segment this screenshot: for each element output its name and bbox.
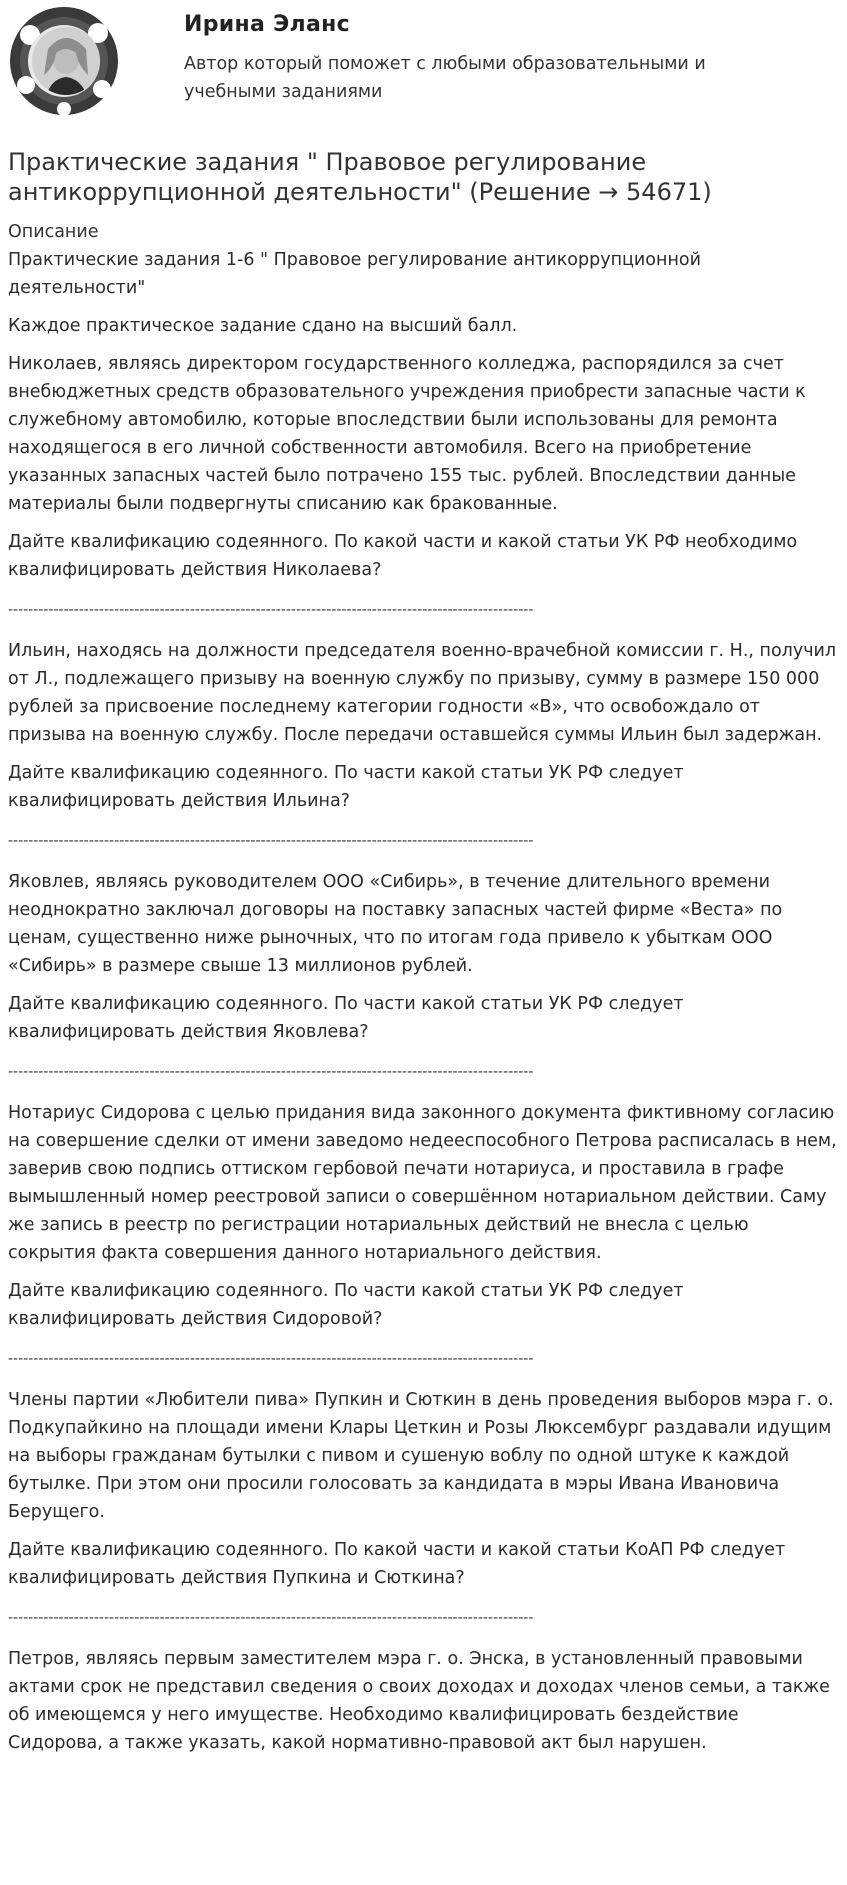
author-header [0, 0, 847, 130]
note: Каждое практическое задание сдано на высший балл. [8, 316, 518, 336]
author-avatar[interactable] [8, 5, 121, 118]
task-question: Дайте квалификацию содеянного. По части какой статьи УК РФ следует квалифицировать действия Ильина? [8, 763, 684, 811]
task-text: Яковлев, являясь руководителем ООО «Сибирь», в течение длительного времени неоднократно заключал договоры на поставку запасных частей фирме «Веста» по ценам, существенно ниже рыночных, что по итогам года привело к убыткам ООО «Сибирь» в размере свыше 13 миллионов рублей. [8, 872, 783, 976]
separator: -------------------------------------------------------------------------------------------------------- [8, 1064, 534, 1080]
separator: -------------------------------------------------------------------------------------------------------- [8, 1610, 534, 1626]
film-reel-avatar-icon [8, 5, 121, 118]
page-title: Практические задания " Правовое регулирование антикоррупционной деятельности" (Решение → 54671) [8, 148, 712, 206]
separator: -------------------------------------------------------------------------------------------------------- [8, 833, 534, 849]
article [8, 147, 838, 1767]
separator: -------------------------------------------------------------------------------------------------------- [8, 602, 534, 618]
task-question: Дайте квалификацию содеянного. По части какой статьи УК РФ следует квалифицировать действия Яковлева? [8, 994, 684, 1042]
subtitle: Практические задания 1-6 " Правовое регулирование антикоррупционной деятельности" [8, 250, 701, 298]
task-text: Члены партии «Любители пива» Пупкин и Сюткин в день проведения выборов мэра г. о. Подкупайкино на площади имени Клары Цеткин и Розы Люксембург раздавали идущим на выборы гражданам бутылки с пивом и сушеную воблу по одной штуке к каждой бутылке. При этом они просили голосовать за кандидата в мэры Ивана Ивановича Берущего. [8, 1390, 834, 1522]
task-question: Дайте квалификацию содеянного. По какой части и какой статьи УК РФ необходимо квалифицировать действия Николаева? [8, 532, 798, 580]
task-text: Петров, являясь первым заместителем мэра г. о. Энска, в установленный правовыми актами срок не представил сведения о своих доходах и доходах членов семьи, а также об имеющемся у него имуществе. Необходимо квалифицировать бездействие Сидорова, а также указать, какой нормативно-правовой акт был нарушен. [8, 1649, 830, 1753]
author-description: Автор который поможет с любыми образовательными и учебными заданиями [184, 54, 706, 102]
task-question: Дайте квалификацию содеянного. По какой части и какой статьи КоАП РФ следует квалифицировать действия Пупкина и Сюткина? [8, 1540, 786, 1588]
separator: -------------------------------------------------------------------------------------------------------- [8, 1351, 534, 1367]
task-text: Нотариус Сидорова с целью придания вида законного документа фиктивному согласию на совершение сделки от имени заведомо недееспособного Петрова расписалась в нем, заверив свою подпись оттиском гербовой печати нотариуса, и проставила в графе вымышленный номер реестровой записи о совершённом нотариальном действии. Саму же запись в реестр по регистрации нотариальных действий не внесла с целью сокрытия факта совершения данного нотариального действия. [8, 1103, 837, 1263]
task-text: Николаев, являясь директором государственного колледжа, распорядился за счет внебюджетных средств образовательного учреждения приобрести запасные части к служебному автомобилю, которые впоследствии были использованы для ремонта находящегося в его личной собственности автомобиля. Всего на приобретение указанных запасных частей было потрачено 155 тыс. рублей. Впоследствии данные материалы были подвергнуты списанию как бракованные. [8, 354, 806, 514]
description-label: Описание [8, 222, 99, 242]
author-name[interactable]: Ирина Эланс [184, 12, 350, 37]
task-text: Ильин, находясь на должности председателя военно-врачебной комиссии г. Н., получил от Л., подлежащего призыву на военную службу по призыву, сумму в размере 150 000 рублей за присвоение последнему категории годности «В», что освобождало от призыва на военную службу. После передачи оставшейся суммы Ильин был задержан. [8, 641, 837, 745]
task-question: Дайте квалификацию содеянного. По части какой статьи УК РФ следует квалифицировать действия Сидоровой? [8, 1281, 684, 1329]
